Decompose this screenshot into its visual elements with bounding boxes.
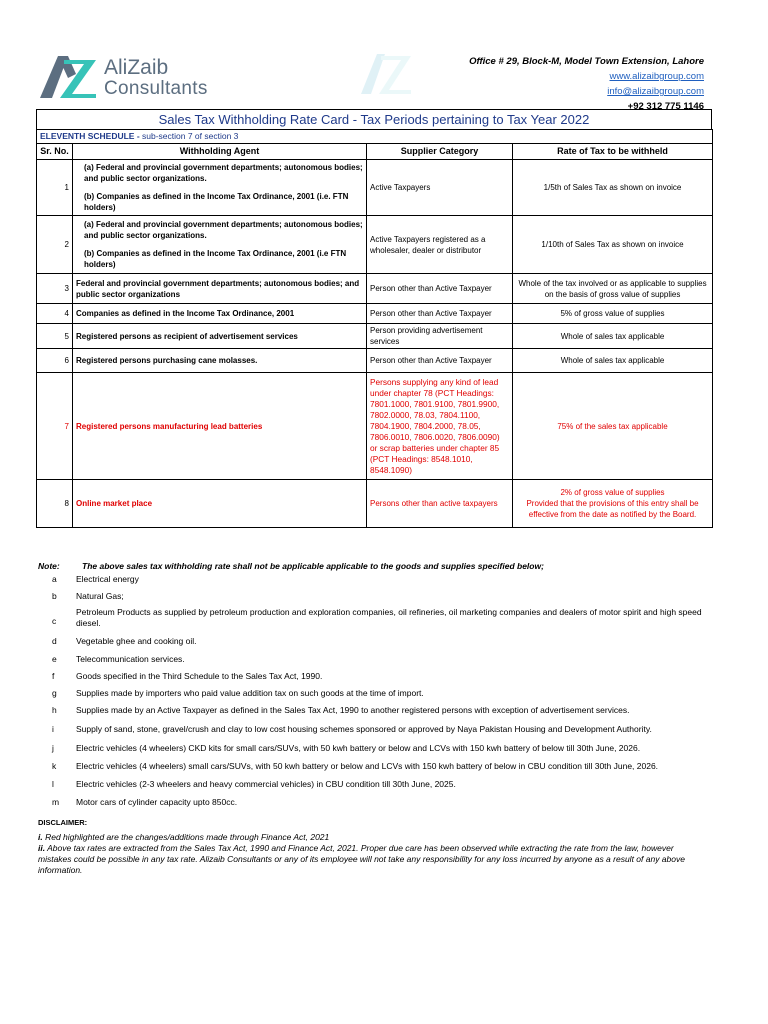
item-text: Electrical energy xyxy=(76,574,139,584)
sr-no: 1 xyxy=(37,160,73,216)
item-text: Electric vehicles (4 wheelers) small cars/SUVs, with 50 kwh battery or below and LCVs with 150 kwh battery of below in CBU condition till 30th June, 2026. xyxy=(76,761,659,771)
sr-no: 8 xyxy=(37,480,73,528)
tax-rate: 5% of gross value of supplies xyxy=(513,304,713,324)
sr-no: 7 xyxy=(37,373,73,480)
item-letter: i xyxy=(52,724,54,734)
item-text: Supply of sand, stone, gravel/crush and clay to low cost housing schemes sponsored or approved by Naya Pakistan Housing and Development Authority. xyxy=(76,724,652,734)
withholding-agent: Federal and provincial government departments; autonomous bodies; and public sector organizations xyxy=(73,274,367,304)
item-text: Motor cars of cylinder capacity upto 850cc. xyxy=(76,797,238,807)
office-address: Office # 29, Block-M, Model Town Extension, Lahore xyxy=(469,56,704,67)
item-text: Electric vehicles (4 wheelers) CKD kits for small cars/SUVs, with 50 kwh battery or below and LCVs with 150 kwh battery of below till 30th June, 2026. xyxy=(76,743,641,753)
note-text: The above sales tax withholding rate shall not be applicable applicable to the goods and supplies specified below; xyxy=(82,561,544,571)
email-link[interactable]: info@alizaibgroup.com xyxy=(607,86,704,97)
table-header-row xyxy=(37,144,713,160)
sr-no: 5 xyxy=(37,324,73,349)
tax-rate: 75% of the sales tax applicable xyxy=(513,373,713,480)
supplier-category: Active Taxpayers registered as a wholesaler, dealer or distributor xyxy=(367,216,513,274)
agent-part-a: (a) Federal and provincial government departments; autonomous bodies; and public sector organizations. xyxy=(84,220,363,240)
az-logo-icon xyxy=(38,54,98,100)
item-text: Vegetable ghee and cooking oil. xyxy=(76,636,197,646)
tax-rate: Whole of the tax involved or as applicable to supplies on the basis of gross value of supplies xyxy=(513,274,713,304)
agent-part-a: (a) Federal and provincial government departments; autonomous bodies; and public sector organizations. xyxy=(84,163,363,183)
table-row xyxy=(37,480,713,528)
table-row xyxy=(37,304,713,324)
tax-rate xyxy=(513,480,713,528)
disclaimer-text: Above tax rates are extracted from the Sales Tax Act, 1990 and Finance Act, 2021. Proper due care has been observed while extracting the rate from the law, however mistakes could be possible in any tax rate. Alizaib Consultants or any of its employee will not take any responsibility for any loss incurred by anyone as a result of any above information. xyxy=(38,843,685,875)
tax-rate: Whole of sales tax applicable xyxy=(513,324,713,349)
website-link[interactable]: www.alizaibgroup.com xyxy=(609,71,704,82)
note-label: Note: xyxy=(38,561,60,571)
item-letter: f xyxy=(52,671,55,681)
logo-name: AliZaib xyxy=(104,56,169,79)
supplier-category: Persons other than active taxpayers xyxy=(367,480,513,528)
item-letter: j xyxy=(52,743,54,753)
item-text: Petroleum Products as supplied by petroleum production and exploration companies, oil refineries, oil marketing companies and dealers of motor spirit and high speed diesel. xyxy=(76,607,702,628)
agent-part-b: (b) Companies as defined in the Income Tax Ordinance, 2001 (i.e. FTN holders) xyxy=(84,192,349,212)
contact-block xyxy=(469,54,704,114)
table-row xyxy=(37,349,713,373)
item-letter: b xyxy=(52,591,57,601)
item-letter: g xyxy=(52,688,57,698)
disclaimer-item-2 xyxy=(38,843,708,876)
supplier-category: Persons supplying any kind of lead under chapter 78 (PCT Headings: 7801.1000, 7801.9100, 7801.9900, 7802.0000, 78.03, 7804.1100, 7804.1900, 7804.2000, 78.05, 7806.0010, 7806.0020, 7806.0090) or scrap batteries under chapter 85 (PCT Headings: 8548.1010, 8548.1090) xyxy=(367,373,513,480)
item-letter: d xyxy=(52,636,57,646)
tax-rate: Whole of sales tax applicable xyxy=(513,349,713,373)
schedule-sub: sub-section 7 of section 3 xyxy=(142,131,239,141)
rate-card-title xyxy=(36,109,712,130)
item-text: Supplies made by an Active Taxpayer as defined in the Sales Tax Act, 1990 to another registered persons with exception of advertisement services. xyxy=(76,705,630,715)
sr-no: 3 xyxy=(37,274,73,304)
item-text: Electric vehicles (2-3 wheelers and heavy commercial vehicles) in CBU condition till 30th June, 2025. xyxy=(76,779,456,789)
table-row xyxy=(37,160,713,216)
withholding-agent xyxy=(73,160,367,216)
withholding-agent: Registered persons purchasing cane molasses. xyxy=(73,349,367,373)
supplier-category: Person providing advertisement services xyxy=(367,324,513,349)
tax-rate: 1/5th of Sales Tax as shown on invoice xyxy=(513,160,713,216)
sr-no: 4 xyxy=(37,304,73,324)
az-watermark-icon xyxy=(355,48,415,98)
withholding-agent: Companies as defined in the Income Tax Ordinance, 2001 xyxy=(73,304,367,324)
rate-part-b: Provided that the provisions of this entry shall be effective from the date as notified by the Board. xyxy=(526,499,699,519)
schedule-name: ELEVENTH SCHEDULE - xyxy=(40,131,143,141)
item-letter: m xyxy=(52,797,60,807)
company-logo xyxy=(38,54,268,102)
column-header: Withholding Agent xyxy=(73,144,367,160)
item-letter: c xyxy=(52,616,57,626)
supplier-category: Active Taxpayers xyxy=(367,160,513,216)
table-row xyxy=(37,274,713,304)
supplier-category: Person other than Active Taxpayer xyxy=(367,304,513,324)
supplier-category: Person other than Active Taxpayer xyxy=(367,349,513,373)
title-main: Sales Tax Withholding Rate Card - xyxy=(158,112,361,127)
item-letter: h xyxy=(52,705,57,715)
supplier-category: Person other than Active Taxpayer xyxy=(367,274,513,304)
withholding-agent: Registered persons manufacturing lead batteries xyxy=(73,373,367,480)
column-header: Sr. No. xyxy=(37,144,73,160)
phone-number: +92 312 775 1146 xyxy=(627,101,704,112)
sr-no: 2 xyxy=(37,216,73,274)
table-row xyxy=(37,216,713,274)
disclaimer-num: i. xyxy=(38,832,43,842)
agent-part-b: (b) Companies as defined in the Income Tax Ordinance, 2001 (i.e FTN holders) xyxy=(84,249,347,269)
item-letter: e xyxy=(52,654,57,664)
item-text: Telecommunication services. xyxy=(76,654,185,664)
item-text: Natural Gas; xyxy=(76,591,124,601)
disclaimer-text: Red highlighted are the changes/additions made through Finance Act, 2021 xyxy=(42,832,330,842)
item-letter: a xyxy=(52,574,57,584)
item-letter: l xyxy=(52,779,54,789)
disclaimer-num: ii. xyxy=(38,843,46,853)
disclaimer-item-1 xyxy=(38,832,708,843)
sr-no: 6 xyxy=(37,349,73,373)
table-row xyxy=(37,324,713,349)
table-row xyxy=(37,373,713,480)
item-letter: k xyxy=(52,761,57,771)
withholding-agent xyxy=(73,216,367,274)
column-header: Supplier Category xyxy=(367,144,513,160)
rate-part-a: 2% of gross value of supplies xyxy=(560,488,665,497)
withholding-agent: Registered persons as recipient of advertisement services xyxy=(73,324,367,349)
tax-rate: 1/10th of Sales Tax as shown on invoice xyxy=(513,216,713,274)
column-header: Rate of Tax to be withheld xyxy=(513,144,713,160)
withholding-agent: Online market place xyxy=(73,480,367,528)
schedule-row xyxy=(37,130,713,144)
disclaimer-block xyxy=(38,817,708,876)
logo-subtitle: Consultants xyxy=(104,78,208,99)
disclaimer-heading: DISCLAIMER: xyxy=(38,818,88,827)
rates-table xyxy=(36,129,713,528)
item-text: Goods specified in the Third Schedule to the Sales Tax Act, 1990. xyxy=(76,671,323,681)
note-heading xyxy=(38,561,544,571)
title-sub: Tax Periods pertaining to Tax Year 2022 xyxy=(360,112,590,127)
item-text: Supplies made by importers who paid value addition tax on such goods at the time of import. xyxy=(76,688,424,698)
